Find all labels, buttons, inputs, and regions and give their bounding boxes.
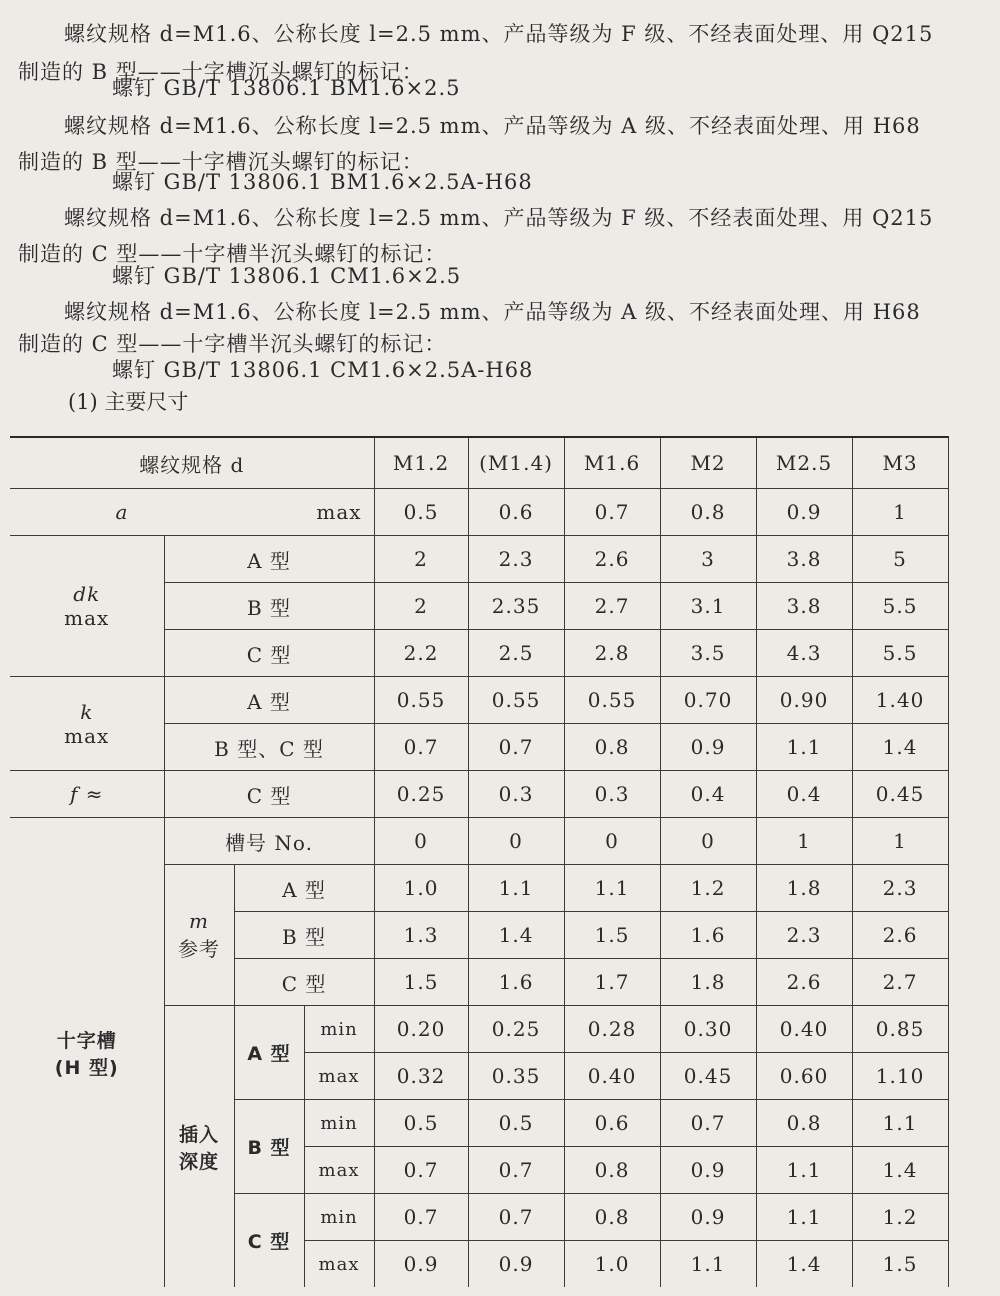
table-cell: 0.45 bbox=[852, 771, 948, 818]
table-cell: 0.8 bbox=[756, 1100, 852, 1147]
marking-1: 螺钉 GB/T 13806.1 BM1.6×2.5 bbox=[112, 76, 461, 100]
table-cell: 2.8 bbox=[564, 630, 660, 677]
table-cell: 0.8 bbox=[564, 1147, 660, 1194]
label-max: max bbox=[304, 1053, 374, 1100]
table-cell: 1.1 bbox=[756, 1194, 852, 1241]
table-cell: 2.6 bbox=[756, 959, 852, 1006]
label-depth-1: 插入 bbox=[178, 1123, 219, 1146]
table-cell: 1.1 bbox=[564, 865, 660, 912]
table-row-a bbox=[10, 489, 948, 536]
table-cell: 0.40 bbox=[756, 1006, 852, 1053]
table-cell: 0.7 bbox=[374, 1194, 468, 1241]
size-m2: M2 bbox=[660, 437, 756, 489]
table-cell: 5.5 bbox=[852, 630, 948, 677]
table-cell: 0 bbox=[564, 818, 660, 865]
label-m-ref bbox=[164, 865, 234, 1006]
table-cell: 0.55 bbox=[468, 677, 564, 724]
size-m1-4: (M1.4) bbox=[468, 437, 564, 489]
paragraph-3-line-2: 制造的 C 型——十字槽半沉头螺钉的标记： bbox=[18, 242, 447, 266]
table-cell: 2 bbox=[374, 536, 468, 583]
paragraph-3-line-1: 螺纹规格 d=M1.6、公称长度 l=2.5 mm、产品等级为 F 级、不经表面处理、用 Q215 bbox=[64, 206, 934, 230]
label-min: min bbox=[304, 1006, 374, 1053]
label-k-max bbox=[10, 677, 164, 771]
label-depth-type-c: C 型 bbox=[234, 1194, 304, 1288]
table-cell: 0.8 bbox=[564, 1194, 660, 1241]
table-cell: 0.25 bbox=[374, 771, 468, 818]
table-cell: 0.60 bbox=[756, 1053, 852, 1100]
table-cell: 0.9 bbox=[660, 1147, 756, 1194]
table-cell: 3.5 bbox=[660, 630, 756, 677]
label-type-a: A 型 bbox=[164, 677, 374, 724]
paragraph-4-line-1: 螺纹规格 d=M1.6、公称长度 l=2.5 mm、产品等级为 A 级、不经表面处理、用 H68 bbox=[64, 300, 921, 324]
label-type-bc: B 型、C 型 bbox=[164, 724, 374, 771]
table-cell: 1.1 bbox=[756, 1147, 852, 1194]
thread-spec-label: 螺纹规格 d bbox=[10, 437, 374, 489]
paragraph-1-line-1: 螺纹规格 d=M1.6、公称长度 l=2.5 mm、产品等级为 F 级、不经表面处理、用 Q215 bbox=[64, 22, 934, 46]
table-cell: 0.5 bbox=[374, 489, 468, 536]
table-cell: 3 bbox=[660, 536, 756, 583]
size-m2-5: M2.5 bbox=[756, 437, 852, 489]
label-depth-type-b: B 型 bbox=[234, 1100, 304, 1194]
table-cell: 0.7 bbox=[468, 724, 564, 771]
label-depth-type-a: A 型 bbox=[234, 1006, 304, 1100]
table-cell: 0.28 bbox=[564, 1006, 660, 1053]
table-cell: 1.5 bbox=[852, 1241, 948, 1288]
label-k: k bbox=[80, 699, 94, 724]
table-cell: 3.8 bbox=[756, 536, 852, 583]
table-cell: 2.3 bbox=[852, 865, 948, 912]
table-cell: 0.5 bbox=[374, 1100, 468, 1147]
label-max: max bbox=[304, 1241, 374, 1288]
table-cell: 1.0 bbox=[374, 865, 468, 912]
table-cell: 1.4 bbox=[852, 724, 948, 771]
table-cell: 1.6 bbox=[660, 912, 756, 959]
table-cell: 0.6 bbox=[468, 489, 564, 536]
label-dk-max bbox=[10, 536, 164, 677]
table-cell: 2.5 bbox=[468, 630, 564, 677]
label-m: m bbox=[189, 908, 209, 933]
table-cell: 1.5 bbox=[564, 912, 660, 959]
table-cell: 1.8 bbox=[660, 959, 756, 1006]
table-cell: 0.5 bbox=[468, 1100, 564, 1147]
table-cell: 1.0 bbox=[564, 1241, 660, 1288]
table-cell: 2.35 bbox=[468, 583, 564, 630]
table-cell: 0.35 bbox=[468, 1053, 564, 1100]
table-cell: 0.7 bbox=[660, 1100, 756, 1147]
label-type-c: C 型 bbox=[234, 959, 374, 1006]
dimension-table bbox=[10, 436, 949, 1287]
table-cell: 0 bbox=[468, 818, 564, 865]
paragraph-4-line-2: 制造的 C 型——十字槽半沉头螺钉的标记： bbox=[18, 332, 447, 356]
label-insert-depth bbox=[164, 1006, 234, 1288]
table-row-f bbox=[10, 771, 948, 818]
table-cell: 1.7 bbox=[564, 959, 660, 1006]
header-row bbox=[10, 437, 948, 489]
table-cell: 1.2 bbox=[852, 1194, 948, 1241]
label-type-b: B 型 bbox=[234, 912, 374, 959]
table-cell: 3.1 bbox=[660, 583, 756, 630]
table-cell: 0.40 bbox=[564, 1053, 660, 1100]
table-row-k-a bbox=[10, 677, 948, 724]
paragraph-1-line-2: 制造的 B 型——十字槽沉头螺钉的标记： bbox=[18, 60, 424, 84]
table-cell: 1 bbox=[852, 489, 948, 536]
label-min: min bbox=[304, 1194, 374, 1241]
table-cell: 1.2 bbox=[660, 865, 756, 912]
label-cross: 十字槽 bbox=[56, 1029, 117, 1052]
size-m1-6: M1.6 bbox=[564, 437, 660, 489]
table-cell: 0.9 bbox=[660, 724, 756, 771]
table-cell: 0.55 bbox=[564, 677, 660, 724]
table-cell: 4.3 bbox=[756, 630, 852, 677]
table-cell: 0.25 bbox=[468, 1006, 564, 1053]
table-cell: 1.4 bbox=[852, 1147, 948, 1194]
table-cell: 2.3 bbox=[756, 912, 852, 959]
label-type-c: C 型 bbox=[164, 771, 374, 818]
table-cell: 0.90 bbox=[756, 677, 852, 724]
size-m1-2: M1.2 bbox=[374, 437, 468, 489]
marking-2: 螺钉 GB/T 13806.1 BM1.6×2.5A-H68 bbox=[112, 170, 533, 194]
table-cell: 0.8 bbox=[660, 489, 756, 536]
table-cell: 1.3 bbox=[374, 912, 468, 959]
label-slot-no: 槽号 No. bbox=[164, 818, 374, 865]
label-dk: dk bbox=[73, 582, 101, 606]
table-cell: 0.20 bbox=[374, 1006, 468, 1053]
table-cell: 1.1 bbox=[756, 724, 852, 771]
label-max: max bbox=[304, 1147, 374, 1194]
table-cell: 2.2 bbox=[374, 630, 468, 677]
table-cell: 3.8 bbox=[756, 583, 852, 630]
label-type-a: A 型 bbox=[234, 865, 374, 912]
table-cell: 0.32 bbox=[374, 1053, 468, 1100]
table-cell: 0 bbox=[660, 818, 756, 865]
table-cell: 1.10 bbox=[852, 1053, 948, 1100]
table-cell: 2.6 bbox=[852, 912, 948, 959]
table-cell: 2.6 bbox=[564, 536, 660, 583]
marking-4: 螺钉 GB/T 13806.1 CM1.6×2.5A-H68 bbox=[112, 358, 534, 382]
table-row-slot bbox=[10, 818, 948, 865]
table-cell: 1.40 bbox=[852, 677, 948, 724]
size-m3: M3 bbox=[852, 437, 948, 489]
table-cell: 1.6 bbox=[468, 959, 564, 1006]
label-type-b: B 型 bbox=[164, 583, 374, 630]
table-cell: 2.7 bbox=[564, 583, 660, 630]
table-cell: 0.9 bbox=[660, 1194, 756, 1241]
label-f: f ≈ bbox=[10, 771, 164, 818]
table-cell: 0.85 bbox=[852, 1006, 948, 1053]
table-cell: 2.7 bbox=[852, 959, 948, 1006]
table-cell: 1.1 bbox=[660, 1241, 756, 1288]
table-cell: 1.8 bbox=[756, 865, 852, 912]
section-title: (1) 主要尺寸 bbox=[68, 390, 189, 414]
table-cell: 2 bbox=[374, 583, 468, 630]
label-k-max-text: max bbox=[64, 723, 110, 748]
table-cell: 0.8 bbox=[564, 724, 660, 771]
label-dk-max-text: max bbox=[64, 606, 110, 630]
label-a: a bbox=[10, 489, 234, 536]
table-row-dk-a bbox=[10, 536, 948, 583]
table-cell: 0.7 bbox=[374, 724, 468, 771]
table-cell: 5 bbox=[852, 536, 948, 583]
table-cell: 0.30 bbox=[660, 1006, 756, 1053]
table-cell: 1.5 bbox=[374, 959, 468, 1006]
paragraph-2-line-2: 制造的 B 型——十字槽沉头螺钉的标记： bbox=[18, 150, 424, 174]
table-cell: 0.6 bbox=[564, 1100, 660, 1147]
label-depth-2: 深度 bbox=[178, 1150, 219, 1173]
paragraph-2-line-1: 螺纹规格 d=M1.6、公称长度 l=2.5 mm、产品等级为 A 级、不经表面处理、用 H68 bbox=[64, 114, 921, 138]
table-cell: 0.7 bbox=[564, 489, 660, 536]
table-cell: 0.70 bbox=[660, 677, 756, 724]
table-cell: 0.4 bbox=[756, 771, 852, 818]
table-cell: 1.1 bbox=[852, 1100, 948, 1147]
label-type-c: C 型 bbox=[164, 630, 374, 677]
table-cell: 0.7 bbox=[468, 1194, 564, 1241]
table-cell: 0.3 bbox=[564, 771, 660, 818]
label-min: min bbox=[304, 1100, 374, 1147]
table-cell: 0.7 bbox=[468, 1147, 564, 1194]
table-cell: 0.7 bbox=[374, 1147, 468, 1194]
table-cell: 0.9 bbox=[468, 1241, 564, 1288]
table-cell: 1.4 bbox=[756, 1241, 852, 1288]
table-cell: 0.9 bbox=[374, 1241, 468, 1288]
label-type-a: A 型 bbox=[164, 536, 374, 583]
table-cell: 5.5 bbox=[852, 583, 948, 630]
table-cell: 1 bbox=[756, 818, 852, 865]
table-cell: 0.55 bbox=[374, 677, 468, 724]
table-cell: 0.9 bbox=[756, 489, 852, 536]
marking-3: 螺钉 GB/T 13806.1 CM1.6×2.5 bbox=[112, 264, 462, 288]
table-cell: 0.3 bbox=[468, 771, 564, 818]
table-cell: 0.4 bbox=[660, 771, 756, 818]
table-cell: 1.4 bbox=[468, 912, 564, 959]
label-h-type: (H 型) bbox=[54, 1056, 119, 1079]
table-cell: 1 bbox=[852, 818, 948, 865]
label-cross-slot bbox=[10, 818, 164, 1288]
table-cell: 0 bbox=[374, 818, 468, 865]
label-a-max: max bbox=[234, 489, 374, 536]
table-cell: 0.45 bbox=[660, 1053, 756, 1100]
table-cell: 1.1 bbox=[468, 865, 564, 912]
label-ref: 参考 bbox=[178, 936, 220, 961]
table-cell: 2.3 bbox=[468, 536, 564, 583]
